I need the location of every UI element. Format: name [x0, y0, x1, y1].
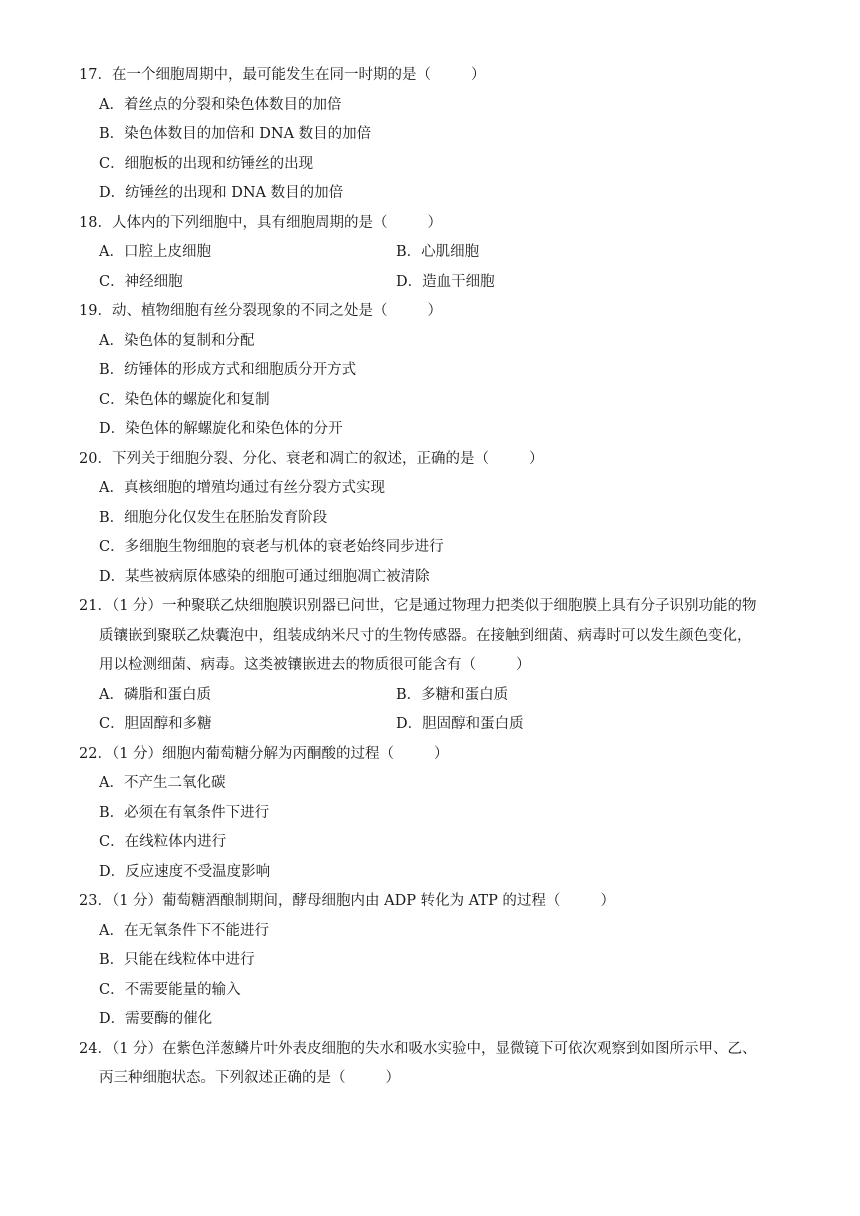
question-22-stem	[79, 744, 449, 764]
question-23-option-c: C．不需要能量的输入	[99, 982, 241, 998]
question-18-option-c: C．神经细胞	[99, 274, 183, 290]
question-17-option-a: A．着丝点的分裂和染色体数目的加倍	[99, 97, 342, 113]
question-17-option-d: D．纺锤丝的出现和 DNA 数目的加倍	[99, 185, 344, 201]
question-17-option-b: B．染色体数目的加倍和 DNA 数目的加倍	[99, 126, 372, 142]
stem-text: 18．人体内的下列细胞中，具有细胞周期的是（	[79, 215, 388, 231]
question-21-stem-line-2: 质镶嵌到聚联乙炔囊泡中，组装成纳米尺寸的生物传感器。在接触到细菌、病毒时可以发生颜色变化，	[99, 628, 752, 644]
question-20-option-d: D．某些被病原体感染的细胞可通过细胞凋亡被清除	[99, 569, 430, 585]
question-19-option-d: D．染色体的解螺旋化和染色体的分开	[99, 421, 343, 437]
question-20-option-b: B．细胞分化仅发生在胚胎发育阶段	[99, 510, 328, 526]
question-20-stem	[79, 449, 543, 469]
stem-text: 用以检测细菌、病毒。这类被镶嵌进去的物质很可能含有（	[99, 657, 476, 673]
question-21-stem-line-3	[99, 655, 531, 675]
stem-text: 19．动、植物细胞有丝分裂现象的不同之处是（	[79, 303, 388, 319]
question-19-option-b: B．纺锤体的形成方式和细胞质分开方式	[99, 362, 357, 378]
question-18-stem	[79, 213, 442, 233]
question-21-option-d: D．胆固醇和蛋白质	[396, 716, 524, 732]
question-18-option-b: B．心肌细胞	[396, 244, 480, 260]
stem-paren: ）	[600, 893, 615, 909]
question-24-stem-line-1: 24．（1 分）在紫色洋葱鳞片叶外表皮细胞的失水和吸水实验中，显微镜下可依次观察到如图所示甲、乙、	[79, 1041, 757, 1057]
question-23-stem	[79, 891, 615, 911]
stem-text: 17．在一个细胞周期中，最可能发生在同一时期的是（	[79, 67, 431, 83]
stem-paren: ）	[516, 657, 531, 673]
stem-paren: ）	[427, 303, 442, 319]
question-22-option-b: B．必须在有氧条件下进行	[99, 805, 270, 821]
stem-paren: ）	[528, 451, 544, 467]
question-22-option-d: D．反应速度不受温度影响	[99, 864, 271, 880]
stem-text: 22．（1 分）细胞内葡萄糖分解为丙酮酸的过程（	[79, 746, 395, 762]
question-20-option-c: C．多细胞生物细胞的衰老与机体的衰老始终同步进行	[99, 539, 444, 555]
question-17-stem	[79, 65, 485, 85]
question-18-option-a: A．口腔上皮细胞	[99, 244, 211, 260]
question-23-option-d: D．需要酶的催化	[99, 1011, 213, 1027]
question-19-option-c: C．染色体的螺旋化和复制	[99, 392, 270, 408]
question-23-option-b: B．只能在线粒体中进行	[99, 952, 255, 968]
stem-text: 23．（1 分）葡萄糖酒酿制期间，酵母细胞内由 ADP 转化为 ATP 的过程（	[79, 893, 561, 909]
stem-text: 20．下列关于细胞分裂、分化、衰老和凋亡的叙述，正确的是（	[79, 451, 489, 467]
question-23-option-a: A．在无氧条件下不能进行	[99, 923, 269, 939]
question-19-option-a: A．染色体的复制和分配	[99, 333, 255, 349]
question-21-option-a: A．磷脂和蛋白质	[99, 687, 211, 703]
stem-paren: ）	[434, 746, 449, 762]
stem-text: 丙三种细胞状态。下列叙述正确的是（	[99, 1070, 346, 1086]
question-21-stem-line-1: 21．（1 分）一种聚联乙炔细胞膜识别器已问世，它是通过物理力把类似于细胞膜上具有分子识别功能的物	[79, 598, 757, 614]
question-22-option-c: C．在线粒体内进行	[99, 834, 227, 850]
question-21-option-c: C．胆固醇和多糖	[99, 716, 212, 732]
question-24-stem-line-2	[99, 1068, 400, 1088]
question-17-option-c: C．细胞板的出现和纺锤丝的出现	[99, 156, 314, 172]
question-18-option-d: D．造血干细胞	[396, 274, 495, 290]
question-20-option-a: A．真核细胞的增殖均通过有丝分裂方式实现	[99, 480, 385, 496]
question-19-stem	[79, 301, 442, 321]
question-21-option-b: B．多糖和蛋白质	[396, 687, 509, 703]
question-22-option-a: A．不产生二氧化碳	[99, 775, 226, 791]
stem-paren: ）	[470, 67, 486, 83]
stem-paren: ）	[385, 1070, 400, 1086]
stem-paren: ）	[427, 215, 442, 231]
